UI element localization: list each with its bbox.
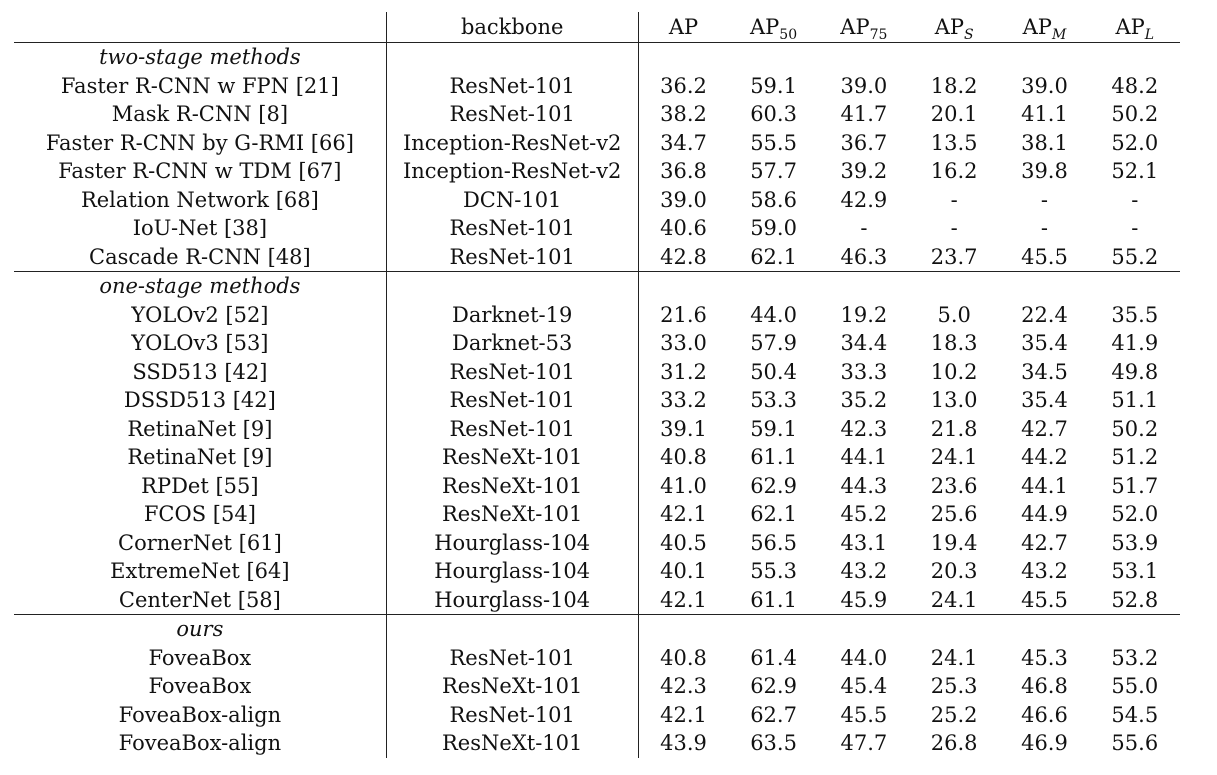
header-ap: AP bbox=[638, 12, 728, 43]
ap-cell: 42.1 bbox=[638, 586, 728, 615]
method-cell: RPDet [55] bbox=[141, 473, 259, 498]
ap-cell: 36.2 bbox=[638, 72, 728, 101]
header-aps: $AP_S$ bbox=[909, 12, 999, 43]
aps-cell: - bbox=[950, 216, 958, 240]
ap50-cell: 56.5 bbox=[750, 530, 797, 555]
ap75-cell: 33.3 bbox=[840, 359, 888, 384]
apm-cell: 41.1 bbox=[1021, 102, 1068, 126]
table-row bbox=[14, 157, 1180, 186]
group-spacer bbox=[999, 43, 1089, 72]
ap50-cell: 57.9 bbox=[750, 331, 797, 355]
group-spacer bbox=[728, 272, 818, 301]
table-row bbox=[14, 72, 1180, 101]
method-cell: IoU-Net [38] bbox=[132, 216, 268, 240]
method-cell: Relation Network [68] bbox=[80, 187, 319, 212]
apm-cell: 42.7 bbox=[1021, 416, 1068, 441]
apm-cell: 39.8 bbox=[1021, 159, 1068, 183]
ap50-cell: 61.1 bbox=[750, 587, 797, 612]
table-row bbox=[14, 329, 1180, 358]
apm-cell: 44.2 bbox=[1021, 445, 1068, 469]
table-row bbox=[14, 415, 1180, 444]
table-row bbox=[14, 644, 1180, 673]
method-cell: Faster R-CNN w TDM [67] bbox=[58, 159, 342, 183]
apm-cell: - bbox=[1040, 216, 1049, 240]
method-cell: ExtremeNet [64] bbox=[110, 559, 290, 583]
backbone-cell: ResNet-101 bbox=[386, 358, 638, 387]
backbone-cell: ResNet-101 bbox=[386, 243, 638, 272]
header-apm: $AP_M$ bbox=[999, 12, 1089, 43]
ap50-cell: 62.9 bbox=[750, 473, 797, 498]
method-cell: Faster R-CNN w FPN [21] bbox=[60, 73, 339, 98]
group-spacer bbox=[909, 43, 999, 72]
method-cell: CenterNet [58] bbox=[118, 587, 281, 612]
backbone-cell: ResNet-101 bbox=[386, 100, 638, 129]
group-spacer bbox=[819, 615, 909, 644]
backbone-cell: ResNeXt-101 bbox=[386, 729, 638, 758]
ap-cell: 40.6 bbox=[638, 214, 728, 243]
backbone-cell: ResNet-101 bbox=[386, 72, 638, 101]
ap-cell: 42.3 bbox=[638, 672, 728, 701]
apm-cell: 35.4 bbox=[1021, 388, 1068, 412]
backbone-cell: Inception-ResNet-v2 bbox=[386, 129, 638, 158]
ap75-cell: 39.2 bbox=[840, 159, 888, 183]
table-row bbox=[14, 500, 1180, 529]
ap50-cell: 59.0 bbox=[750, 216, 797, 240]
group-spacer bbox=[638, 615, 728, 644]
apm-cell: 22.4 bbox=[1021, 302, 1068, 327]
header-ap50: $AP_{50}$ bbox=[728, 12, 818, 43]
apm-cell: 39.0 bbox=[1021, 73, 1068, 98]
group-spacer bbox=[909, 272, 999, 301]
header-backbone: backbone bbox=[386, 12, 638, 43]
backbone-cell: ResNeXt-101 bbox=[386, 500, 638, 529]
ap-cell: 39.1 bbox=[638, 415, 728, 444]
group-spacer bbox=[638, 43, 728, 72]
ap-cell: 40.5 bbox=[638, 529, 728, 558]
ap-cell: 39.0 bbox=[638, 186, 728, 215]
ap50-cell: 55.5 bbox=[750, 130, 797, 155]
ap75-cell: - bbox=[860, 216, 868, 240]
group-spacer bbox=[386, 615, 638, 644]
backbone-cell: ResNet-101 bbox=[386, 386, 638, 415]
apl-cell: 51.2 bbox=[1111, 445, 1159, 469]
backbone-cell: DCN-101 bbox=[386, 186, 638, 215]
table-row bbox=[14, 214, 1180, 243]
method-cell: SSD513 [42] bbox=[132, 359, 268, 384]
ap-cell: 34.7 bbox=[638, 129, 728, 158]
group-spacer bbox=[728, 615, 818, 644]
results-body bbox=[14, 43, 1180, 758]
aps-cell: 23.6 bbox=[930, 473, 978, 498]
apl-cell: 54.5 bbox=[1111, 702, 1159, 727]
ap-cell: 42.1 bbox=[638, 500, 728, 529]
table-row bbox=[14, 557, 1180, 586]
ap-cell: 43.9 bbox=[638, 729, 728, 758]
ap75-cell: 44.3 bbox=[840, 473, 888, 498]
apl-cell: 48.2 bbox=[1111, 73, 1159, 98]
apl-cell: 55.0 bbox=[1111, 674, 1159, 698]
header-method bbox=[14, 12, 386, 43]
apl-cell: 55.6 bbox=[1111, 731, 1159, 755]
ap75-cell: 41.7 bbox=[840, 102, 888, 126]
group-title: two-stage methods bbox=[99, 45, 301, 69]
ap50-cell: 59.1 bbox=[750, 73, 797, 98]
backbone-cell: Darknet-19 bbox=[386, 301, 638, 330]
header-apl: $AP_L$ bbox=[1090, 12, 1180, 43]
method-cell: RetinaNet [9] bbox=[127, 445, 273, 469]
aps-cell: 25.2 bbox=[930, 702, 978, 727]
ap75-cell: 36.7 bbox=[840, 130, 888, 155]
aps-cell: 23.7 bbox=[930, 244, 978, 269]
table-row bbox=[14, 186, 1180, 215]
table-row bbox=[14, 100, 1180, 129]
ap-cell: 21.6 bbox=[638, 301, 728, 330]
header-ap75: $AP_{75}$ bbox=[819, 12, 909, 43]
apm-cell: 45.5 bbox=[1021, 587, 1068, 612]
method-cell: FCOS [54] bbox=[143, 502, 256, 526]
apm-cell: 44.9 bbox=[1021, 502, 1068, 526]
aps-cell: 24.1 bbox=[930, 445, 978, 469]
ap-cell: 40.8 bbox=[638, 443, 728, 472]
ap-cell: 31.2 bbox=[638, 358, 728, 387]
table-row bbox=[14, 301, 1180, 330]
table-row bbox=[14, 129, 1180, 158]
ap75-cell: 45.2 bbox=[840, 502, 888, 526]
aps-cell: 25.6 bbox=[930, 502, 978, 526]
apm-cell: 34.5 bbox=[1021, 359, 1068, 384]
ap75-cell: 45.9 bbox=[840, 587, 888, 612]
apl-cell: 52.8 bbox=[1111, 587, 1159, 612]
method-cell: FoveaBox-align bbox=[118, 731, 282, 755]
group-spacer bbox=[728, 43, 818, 72]
group-title: one-stage methods bbox=[14, 272, 386, 301]
apm-cell: 42.7 bbox=[1021, 530, 1068, 555]
apl-cell: - bbox=[1131, 187, 1139, 212]
backbone-cell: Darknet-53 bbox=[386, 329, 638, 358]
group-spacer bbox=[999, 615, 1089, 644]
ap75-cell: 45.4 bbox=[840, 674, 888, 698]
group-spacer bbox=[999, 272, 1089, 301]
ap50-cell: 61.1 bbox=[750, 445, 797, 469]
backbone-cell: ResNet-101 bbox=[386, 415, 638, 444]
group-spacer bbox=[1090, 272, 1180, 301]
apm-cell: 45.5 bbox=[1021, 244, 1068, 269]
table-row bbox=[14, 729, 1180, 758]
apm-cell: 44.1 bbox=[1021, 473, 1068, 498]
aps-cell: 24.1 bbox=[930, 587, 978, 612]
method-cell: FoveaBox-align bbox=[118, 702, 282, 727]
method-cell: FoveaBox bbox=[148, 645, 252, 670]
apl-cell: 51.7 bbox=[1111, 473, 1159, 498]
apm-cell: 46.6 bbox=[1021, 702, 1068, 727]
table-row bbox=[14, 358, 1180, 387]
ap75-cell: 35.2 bbox=[840, 388, 888, 412]
group-spacer bbox=[819, 272, 909, 301]
ap50-cell: 55.3 bbox=[750, 559, 797, 583]
table-row bbox=[14, 672, 1180, 701]
ap50-cell: 62.9 bbox=[750, 674, 797, 698]
method-cell: Mask R-CNN [8] bbox=[111, 102, 289, 126]
apl-cell: 50.2 bbox=[1111, 416, 1159, 441]
aps-cell: 18.2 bbox=[930, 73, 978, 98]
ap50-cell: 50.4 bbox=[750, 359, 797, 384]
ap-cell: 40.8 bbox=[638, 644, 728, 673]
ap50-cell: 58.6 bbox=[750, 187, 797, 212]
ap-cell: 36.8 bbox=[638, 157, 728, 186]
aps-cell: 16.2 bbox=[930, 159, 978, 183]
ap75-cell: 45.5 bbox=[840, 702, 888, 727]
method-cell: RetinaNet [9] bbox=[127, 416, 273, 441]
backbone-cell: Inception-ResNet-v2 bbox=[386, 157, 638, 186]
backbone-cell: Hourglass-104 bbox=[386, 529, 638, 558]
ap75-cell: 44.0 bbox=[840, 645, 888, 670]
backbone-cell: ResNeXt-101 bbox=[386, 672, 638, 701]
apm-cell: 43.2 bbox=[1021, 559, 1068, 583]
aps-cell: 24.1 bbox=[930, 645, 978, 670]
apl-cell: 49.8 bbox=[1111, 359, 1159, 384]
ap75-cell: 43.1 bbox=[840, 530, 888, 555]
group-spacer bbox=[909, 615, 999, 644]
method-cell: YOLOv3 [53] bbox=[131, 331, 269, 355]
method-cell: Faster R-CNN by G-RMI [66] bbox=[45, 130, 354, 155]
aps-cell: 20.1 bbox=[930, 102, 978, 126]
ap75-cell: 19.2 bbox=[840, 302, 888, 327]
apl-cell: 35.5 bbox=[1111, 302, 1159, 327]
ap75-cell: 42.3 bbox=[840, 416, 888, 441]
apm-cell: 46.8 bbox=[1021, 674, 1068, 698]
group-spacer bbox=[819, 43, 909, 72]
ap75-cell: 46.3 bbox=[840, 244, 888, 269]
ap50-cell: 57.7 bbox=[750, 159, 797, 183]
group-spacer bbox=[1090, 43, 1180, 72]
ap50-cell: 60.3 bbox=[750, 102, 797, 126]
backbone-cell: ResNeXt-101 bbox=[386, 443, 638, 472]
apl-cell: 41.9 bbox=[1111, 331, 1159, 355]
group-row bbox=[14, 615, 1180, 644]
group-title: ours bbox=[14, 615, 386, 644]
backbone-cell: ResNet-101 bbox=[386, 214, 638, 243]
ap50-cell: 59.1 bbox=[750, 416, 797, 441]
ap50-cell: 53.3 bbox=[750, 388, 797, 412]
results-table bbox=[14, 12, 1180, 758]
apl-cell: 52.0 bbox=[1111, 130, 1159, 155]
method-cell: DSSD513 [42] bbox=[123, 388, 276, 412]
apl-cell: 50.2 bbox=[1111, 102, 1159, 126]
group-spacer bbox=[386, 272, 638, 301]
ap50-cell: 61.4 bbox=[750, 645, 797, 670]
apl-cell: 53.1 bbox=[1111, 559, 1159, 583]
ap-cell: 42.1 bbox=[638, 701, 728, 730]
apm-cell: 35.4 bbox=[1021, 331, 1068, 355]
ap50-cell: 62.1 bbox=[750, 244, 797, 269]
group-row bbox=[14, 43, 1180, 72]
apl-cell: 52.0 bbox=[1111, 502, 1159, 526]
backbone-cell: Hourglass-104 bbox=[386, 557, 638, 586]
apl-cell: 53.9 bbox=[1111, 530, 1159, 555]
ap-cell: 33.0 bbox=[638, 329, 728, 358]
ap75-cell: 43.2 bbox=[840, 559, 888, 583]
ap75-cell: 42.9 bbox=[840, 187, 888, 212]
ap75-cell: 47.7 bbox=[840, 731, 888, 755]
aps-cell: 13.5 bbox=[930, 130, 978, 155]
aps-cell: 19.4 bbox=[930, 530, 978, 555]
ap75-cell: 44.1 bbox=[840, 445, 888, 469]
apl-cell: 53.2 bbox=[1111, 645, 1159, 670]
ap50-cell: 62.1 bbox=[750, 502, 797, 526]
aps-cell: 21.8 bbox=[930, 416, 978, 441]
apm-cell: 38.1 bbox=[1021, 130, 1068, 155]
group-row bbox=[14, 272, 1180, 301]
ap75-cell: 34.4 bbox=[840, 331, 888, 355]
backbone-cell: Hourglass-104 bbox=[386, 586, 638, 615]
apm-cell: 45.3 bbox=[1021, 645, 1068, 670]
table-row bbox=[14, 386, 1180, 415]
apl-cell: 55.2 bbox=[1111, 244, 1159, 269]
aps-cell: 20.3 bbox=[930, 559, 978, 583]
method-cell: YOLOv2 [52] bbox=[131, 302, 269, 327]
aps-cell: 5.0 bbox=[937, 302, 971, 327]
apl-cell: - bbox=[1131, 216, 1139, 240]
ap50-cell: 44.0 bbox=[750, 302, 797, 327]
ap-cell: 40.1 bbox=[638, 557, 728, 586]
aps-cell: 13.0 bbox=[930, 388, 978, 412]
table-row bbox=[14, 586, 1180, 615]
ap50-cell: 63.5 bbox=[750, 731, 797, 755]
apm-cell: 46.9 bbox=[1021, 731, 1068, 755]
ap-cell: 41.0 bbox=[638, 472, 728, 501]
table-row bbox=[14, 472, 1180, 501]
ap-cell: 38.2 bbox=[638, 100, 728, 129]
header-row bbox=[14, 12, 1180, 43]
method-cell: CornerNet [61] bbox=[118, 530, 282, 555]
method-cell: Cascade R-CNN [48] bbox=[89, 244, 311, 269]
backbone-cell: ResNet-101 bbox=[386, 644, 638, 673]
group-spacer bbox=[386, 43, 638, 72]
apm-cell: - bbox=[1040, 187, 1049, 212]
apl-cell: 52.1 bbox=[1111, 159, 1159, 183]
group-spacer bbox=[1090, 615, 1180, 644]
backbone-cell: ResNeXt-101 bbox=[386, 472, 638, 501]
table-row bbox=[14, 243, 1180, 272]
backbone-cell: ResNet-101 bbox=[386, 701, 638, 730]
group-spacer bbox=[638, 272, 728, 301]
method-cell: FoveaBox bbox=[148, 674, 252, 698]
aps-cell: 18.3 bbox=[930, 331, 978, 355]
ap-cell: 42.8 bbox=[638, 243, 728, 272]
aps-cell: - bbox=[950, 187, 958, 212]
ap-cell: 33.2 bbox=[638, 386, 728, 415]
table-row bbox=[14, 529, 1180, 558]
aps-cell: 10.2 bbox=[930, 359, 978, 384]
aps-cell: 25.3 bbox=[930, 674, 978, 698]
table-row bbox=[14, 443, 1180, 472]
apl-cell: 51.1 bbox=[1111, 388, 1159, 412]
aps-cell: 26.8 bbox=[930, 731, 978, 755]
table-row bbox=[14, 701, 1180, 730]
ap50-cell: 62.7 bbox=[750, 702, 797, 727]
ap75-cell: 39.0 bbox=[840, 73, 888, 98]
